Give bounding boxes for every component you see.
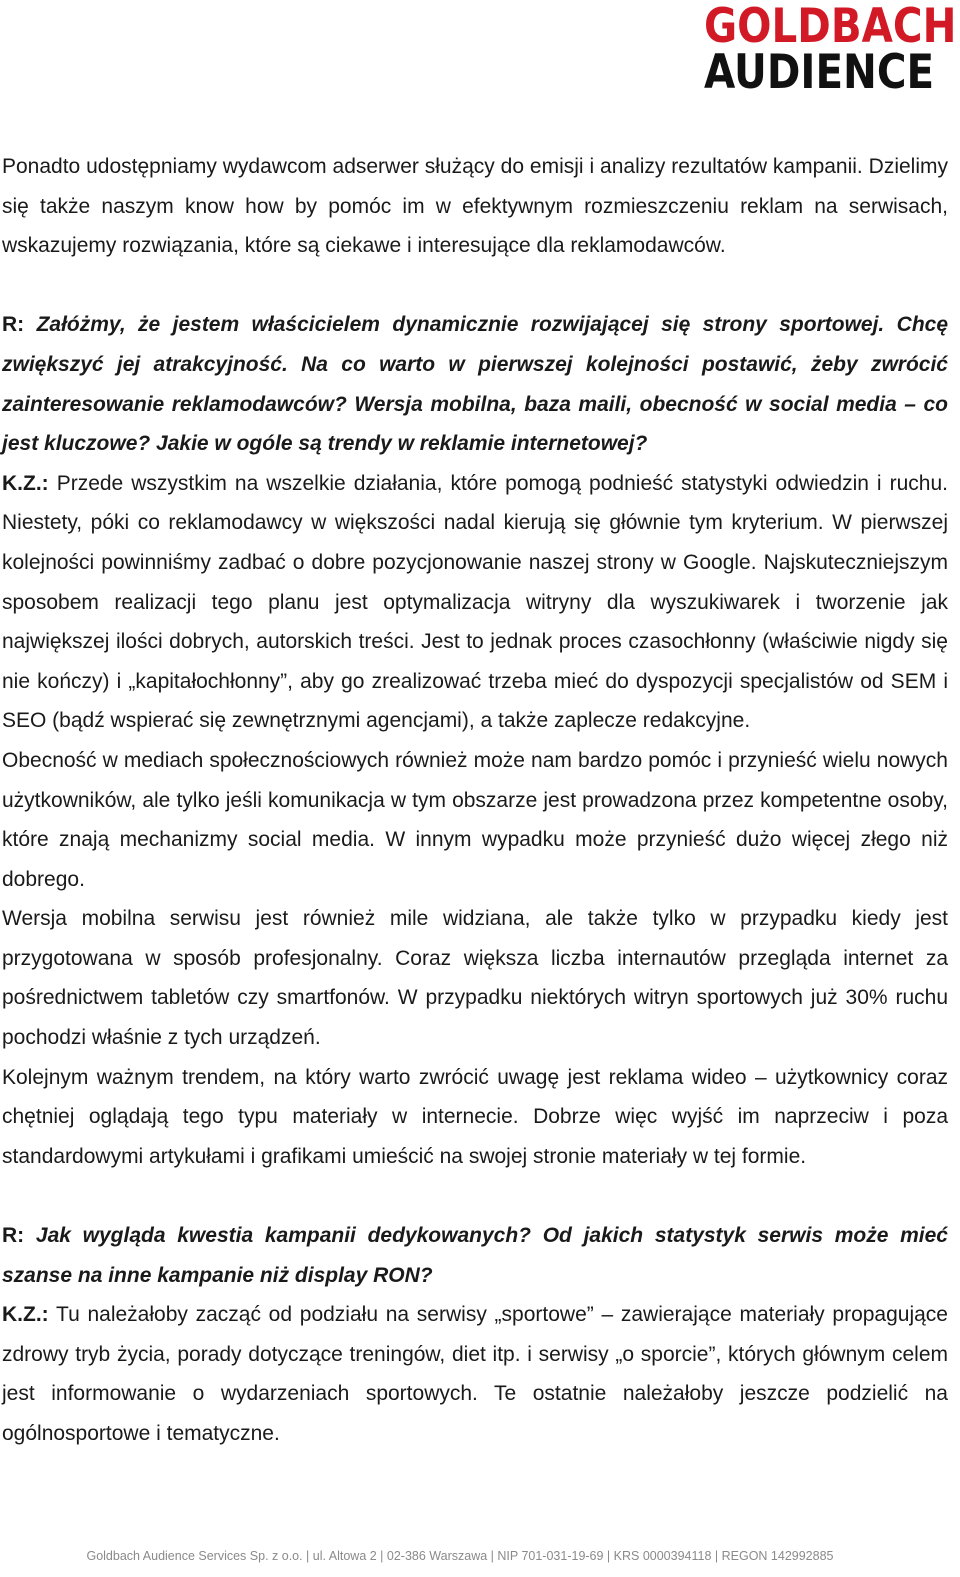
page-footer: Goldbach Audience Services Sp. z o.o. | ul. Altowa 2 | 02-386 Warszawa | NIP 701-031-19-69 | KRS 0000394118 | REGON 142992885 <box>86 1549 834 1563</box>
question-2 <box>2 1216 948 1295</box>
question-2-text: Jak wygląda kwestia kampanii dedykowanych? Od jakich statystyk serwis może mieć szanse na inne kampanie niż display RON? <box>2 1224 948 1287</box>
spacer <box>2 266 948 306</box>
answer-1-text: Przede wszystkim na wszelkie działania, które pomogą podnieść statystyki odwiedzin i ruchu. Niestety, póki co reklamodawcy w większości nadal kierują się głównie tym kryterium. W pierwszej kolejności powinniśmy zadbać o dobre pozycjonowanie naszej strony w Google. Najskuteczniejszym sposobem realizacji tego planu jest optymalizacja witryny dla wyszukiwarek i tworzenie jak największej ilości dobrych, autorskich treści. Jest to jednak proces czasochłonny (właściwie nigdy się nie kończy) i „kapitałochłonny”, aby go zrealizować trzeba mieć do dyspozycji specjalistów od SEM i SEO (bądź wspierać się zewnętrznymi agencjami), a także zaplecze redakcyjne. <box>2 471 948 733</box>
answer-1-paragraph-2: Obecność w mediach społecznościowych również może nam bardzo pomóc i przynieść wielu nowych użytkowników, ale tylko jeśli komunikacja w tym obszarze jest prowadzona przez kompetentne osoby, które znają mechanizmy social media. W innym wypadku może przynieść dużo więcej złego niż dobrego. <box>2 748 948 891</box>
intro-paragraph: Ponadto udostępniamy wydawcom adserwer służący do emisji i analizy rezultatów kampanii. Dzielimy się także naszym know how by pomóc im w efektywnym rozmieszczeniu reklam na serwisach, wskazujemy rozwiązania, które są ciekawe i interesujące dla reklamodawców. <box>2 155 948 258</box>
question-1-text: Załóżmy, że jestem właścicielem dynamicznie rozwijającej się strony sportowej. Chcę zwiększyć jej atrakcyjność. Na co warto w pierwszej kolejności postawić, żeby zwrócić zainteresowanie reklamodawców? Wersja mobilna, baza maili, obecność w social media – co jest kluczowe? Jakie w ogóle są trendy w reklamie internetowej? <box>2 313 948 456</box>
answer-1-label: K.Z.: <box>2 471 49 495</box>
answer-2-text: Tu należałoby zacząć od podziału na serwisy „sportowe” – zawierające materiały propagujące zdrowy tryb życia, porady dotyczące treningów, diet itp. i serwisy „o sporcie”, których głównym celem jest informowanie o wydarzeniach sportowych. Te ostatnie należałoby jeszcze podzielić na ogólnosportowe i tematyczne. <box>2 1303 948 1445</box>
question-1 <box>2 305 948 463</box>
logo-line-audience: AUDIENCE <box>704 45 935 100</box>
company-logo <box>704 0 957 100</box>
answer-1-paragraph-4: Kolejnym ważnym trendem, na który warto zwrócić uwagę jest reklama wideo – użytkownicy coraz chętniej oglądają tego typu materiały w internecie. Dobrze więc wyjść im naprzeciw i poza standardowymi artykułami i grafikami umieścić na swojej stronie materiały w tej formie. <box>2 1065 948 1168</box>
answer-2-label: K.Z.: <box>2 1303 49 1327</box>
document-body <box>2 147 948 1454</box>
answer-1-paragraph-3: Wersja mobilna serwisu jest również mile widziana, ale także tylko w przypadku kiedy jest przygotowana w sposób profesjonalny. Coraz większa liczba internautów przegląda internet za pośrednictwem tabletów czy smartfonów. W przypadku niektórych witryn sportowych już 30% ruchu pochodzi właśnie z tych urządzeń. <box>2 907 948 1050</box>
answer-1-paragraph-1 <box>2 464 948 741</box>
logo-line-goldbach: GOLDBACH <box>704 0 957 54</box>
question-2-label: R: <box>2 1224 25 1248</box>
question-1-label: R: <box>2 313 25 337</box>
spacer <box>2 1176 948 1216</box>
answer-2-paragraph <box>2 1295 948 1453</box>
